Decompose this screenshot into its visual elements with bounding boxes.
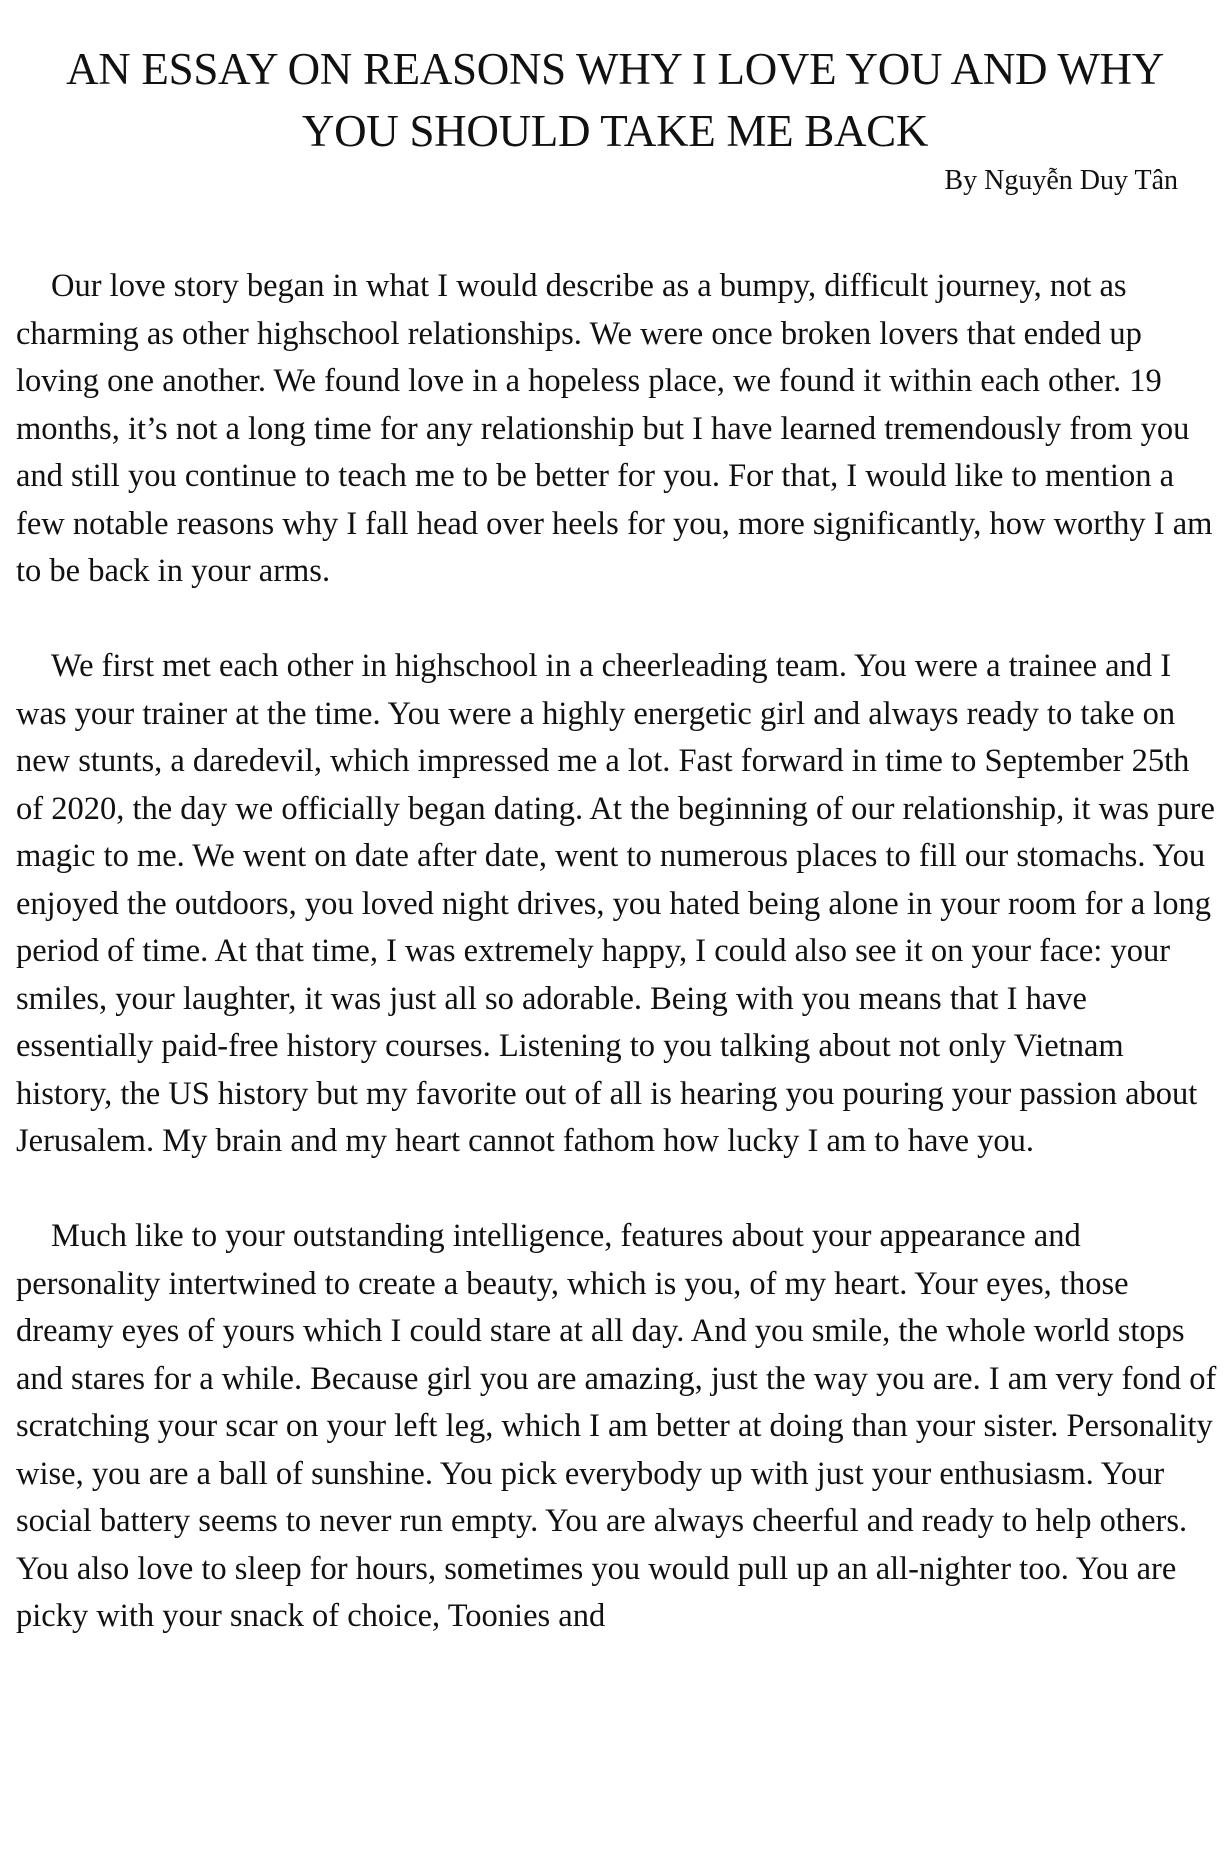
essay-paragraph-1: Our love story began in what I would describe as a bumpy, difficult journey, not as charming as other highschool relationships. We were once broken lovers that ended up loving one another. We found love in a hopeless place, we found it within each other. 19 months, it’s not a long time for any relationship but I have learned tremendously from you and still you continue to teach me to be better for you. For that, I would like to mention a few notable reasons why I fall head over heels for you, more significantly, how worthy I am to be back in your arms.	[16, 268, 1213, 589]
essay-paragraph-3: Much like to your outstanding intelligence, features about your appearance and personality intertwined to create a beauty, which is you, of my heart. Your eyes, those dreamy eyes of yours which I could stare at all day. And you smile, the whole world stops and stares for a while. Because girl you are amazing, just the way you are. I am very fond of scratching your scar on your left leg, which I am better at doing than your sister. Personality wise, you are a ball of sunshine. You pick everybody up with just your enthusiasm. Your social battery seems to never run empty. You are always cheerful and ready to help others. You also love to sleep for hours, sometimes you would pull up an all-nighter too. You are picky with your snack of choice, Toonies and	[16, 1218, 1217, 1634]
essay-paragraph-2: We first met each other in highschool in a cheerleading team. You were a trainee and I was your trainer at the time. You were a highly energetic girl and always ready to take on new stunts, a daredevil, which impressed me a lot. Fast forward in time to September 25th of 2020, the day we officially began dating. At the beginning of our relationship, it was pure magic to me. We went on date after date, went to numerous places to fill our stomachs. You enjoyed the outdoors, you loved night drives, you hated being alone in your room for a long period of time. At that time, I was extremely happy, I could also see it on your face: your smiles, your laughter, it was just all so adorable. Being with you means that I have essentially paid-free history courses. Listening to you talking about not only Vietnam history, the US history but my favorite out of all is hearing you pouring your passion about Jerusalem. My brain and my heart cannot fathom how lucky I am to have you.	[16, 648, 1215, 1159]
author-byline: By Nguyễn Duy Tân	[944, 165, 1178, 196]
essay-body	[16, 263, 1220, 1688]
essay-title: AN ESSAY ON REASONS WHY I LOVE YOU AND WHY YOU SHOULD TAKE ME BACK	[66, 44, 1164, 156]
